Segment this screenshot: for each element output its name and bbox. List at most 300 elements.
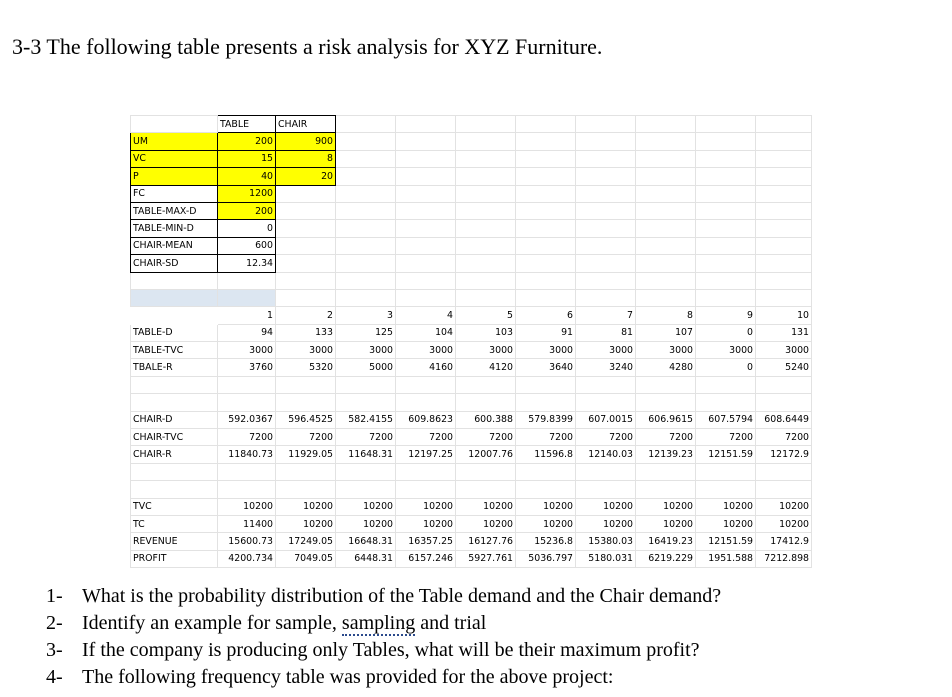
empty-cell — [516, 255, 576, 272]
data-row — [131, 342, 812, 359]
data-cell: 4280 — [636, 359, 696, 376]
risk-analysis-table — [130, 115, 812, 568]
param-table-value: 1200 — [218, 185, 276, 202]
param-label: P — [131, 168, 218, 185]
empty-cell — [756, 202, 812, 219]
empty-cell — [696, 272, 756, 289]
empty-cell — [336, 481, 396, 498]
empty-cell — [636, 289, 696, 306]
param-chair-value: 8 — [276, 150, 336, 167]
row-label: TBALE-R — [131, 359, 218, 376]
data-cell: 12007.76 — [456, 446, 516, 463]
empty-cell — [276, 463, 336, 480]
empty-cell — [636, 202, 696, 219]
data-cell: 3760 — [218, 359, 276, 376]
empty-cell — [576, 185, 636, 202]
data-cell: 7200 — [636, 429, 696, 446]
empty-cell — [516, 237, 576, 254]
empty-cell — [396, 150, 456, 167]
data-cell: 10200 — [756, 498, 812, 515]
empty-cell — [336, 185, 396, 202]
data-cell: 579.8399 — [516, 411, 576, 428]
data-cell: 10200 — [516, 498, 576, 515]
empty-cell — [396, 202, 456, 219]
column-header-table: TABLE — [218, 116, 276, 133]
data-cell: 10200 — [636, 498, 696, 515]
empty-cell — [516, 220, 576, 237]
empty-cell — [636, 272, 696, 289]
empty-cell — [696, 394, 756, 411]
header-row — [131, 116, 812, 133]
empty-cell — [396, 481, 456, 498]
param-row — [131, 202, 812, 219]
spreadsheet — [130, 115, 812, 568]
row-label: CHAIR-D — [131, 411, 218, 428]
empty-cell — [336, 116, 396, 133]
data-cell: 10200 — [756, 515, 812, 532]
empty-cell — [696, 289, 756, 306]
empty-cell — [131, 394, 218, 411]
data-cell: 10200 — [336, 515, 396, 532]
data-cell: 15380.03 — [576, 533, 636, 550]
data-cell: 16357.25 — [396, 533, 456, 550]
row-label: TC — [131, 515, 218, 532]
blank-row — [131, 394, 812, 411]
empty-cell — [396, 255, 456, 272]
data-cell: 103 — [456, 324, 516, 341]
data-cell: 600.388 — [456, 411, 516, 428]
data-cell: 16648.31 — [336, 533, 396, 550]
data-cell: 606.9615 — [636, 411, 696, 428]
data-cell: 3000 — [636, 342, 696, 359]
data-cell: 6219.229 — [636, 550, 696, 567]
empty-cell — [756, 272, 812, 289]
data-cell: 6157.246 — [396, 550, 456, 567]
param-table-value: 200 — [218, 133, 276, 150]
empty-cell — [336, 289, 396, 306]
param-label: TABLE-MAX-D — [131, 202, 218, 219]
dotted-word: sampling — [341, 612, 416, 634]
question-3: 3- If the company is producing only Tables, what will be their maximum profit? — [46, 639, 700, 661]
data-cell: 5320 — [276, 359, 336, 376]
data-cell: 12140.03 — [576, 446, 636, 463]
data-cell: 10200 — [276, 498, 336, 515]
data-cell: 10200 — [636, 515, 696, 532]
trial-number: 6 — [516, 307, 576, 324]
empty-cell — [131, 307, 218, 324]
empty-cell — [756, 394, 812, 411]
param-table-value: 600 — [218, 237, 276, 254]
data-cell: 10200 — [696, 515, 756, 532]
data-cell: 10200 — [396, 515, 456, 532]
empty-cell — [276, 289, 336, 306]
empty-cell — [636, 185, 696, 202]
data-cell: 582.4155 — [336, 411, 396, 428]
data-cell: 3000 — [516, 342, 576, 359]
row-label: CHAIR-R — [131, 446, 218, 463]
data-cell: 7049.05 — [276, 550, 336, 567]
blank-row — [131, 376, 812, 393]
row-label: CHAIR-TVC — [131, 429, 218, 446]
empty-cell — [576, 376, 636, 393]
empty-cell — [336, 255, 396, 272]
empty-cell — [396, 463, 456, 480]
empty-cell — [276, 394, 336, 411]
data-row — [131, 515, 812, 532]
data-cell: 3000 — [396, 342, 456, 359]
empty-cell — [396, 272, 456, 289]
data-cell: 125 — [336, 324, 396, 341]
data-cell: 10200 — [456, 498, 516, 515]
trial-number: 7 — [576, 307, 636, 324]
data-cell: 10200 — [218, 498, 276, 515]
empty-cell — [131, 272, 218, 289]
param-table-value: 40 — [218, 168, 276, 185]
empty-cell — [636, 116, 696, 133]
data-row — [131, 550, 812, 567]
trial-number: 5 — [456, 307, 516, 324]
trial-number: 1 — [218, 307, 276, 324]
empty-cell — [131, 116, 218, 133]
data-row — [131, 324, 812, 341]
data-cell: 11648.31 — [336, 446, 396, 463]
data-cell: 10200 — [516, 515, 576, 532]
data-cell: 10200 — [576, 515, 636, 532]
empty-cell — [636, 220, 696, 237]
empty-cell — [336, 202, 396, 219]
empty-cell — [696, 220, 756, 237]
empty-cell — [516, 289, 576, 306]
empty-cell — [696, 150, 756, 167]
data-cell: 12151.59 — [696, 446, 756, 463]
data-cell: 7212.898 — [756, 550, 812, 567]
data-row — [131, 359, 812, 376]
empty-cell — [576, 394, 636, 411]
row-label: REVENUE — [131, 533, 218, 550]
empty-cell — [636, 481, 696, 498]
data-cell: 3640 — [516, 359, 576, 376]
empty-cell — [516, 376, 576, 393]
data-cell: 12139.23 — [636, 446, 696, 463]
data-cell: 11596.8 — [516, 446, 576, 463]
empty-cell — [636, 376, 696, 393]
data-cell: 10200 — [396, 498, 456, 515]
empty-cell — [576, 289, 636, 306]
empty-cell — [756, 116, 812, 133]
empty-cell — [696, 185, 756, 202]
data-cell: 10200 — [336, 498, 396, 515]
empty-cell — [336, 237, 396, 254]
param-table-value: 200 — [218, 202, 276, 219]
param-table-value: 15 — [218, 150, 276, 167]
empty-cell — [336, 168, 396, 185]
empty-cell — [336, 463, 396, 480]
data-row — [131, 429, 812, 446]
data-cell: 11929.05 — [276, 446, 336, 463]
data-cell: 7200 — [696, 429, 756, 446]
row-label: TABLE-D — [131, 324, 218, 341]
data-cell: 7200 — [336, 429, 396, 446]
empty-cell — [636, 133, 696, 150]
trial-number: 4 — [396, 307, 456, 324]
data-cell: 3240 — [576, 359, 636, 376]
empty-cell — [336, 394, 396, 411]
empty-cell — [396, 394, 456, 411]
data-cell: 107 — [636, 324, 696, 341]
empty-cell — [218, 394, 276, 411]
empty-cell — [396, 116, 456, 133]
empty-cell — [336, 150, 396, 167]
param-label: FC — [131, 185, 218, 202]
data-cell: 11840.73 — [218, 446, 276, 463]
empty-cell — [276, 481, 336, 498]
empty-cell — [756, 150, 812, 167]
data-cell: 7200 — [576, 429, 636, 446]
data-cell: 17249.05 — [276, 533, 336, 550]
empty-cell — [456, 220, 516, 237]
empty-cell — [636, 394, 696, 411]
empty-cell — [218, 289, 276, 306]
empty-cell — [636, 255, 696, 272]
empty-cell — [756, 255, 812, 272]
empty-cell — [456, 394, 516, 411]
empty-cell — [396, 237, 456, 254]
trial-number: 8 — [636, 307, 696, 324]
data-cell: 12197.25 — [396, 446, 456, 463]
question-1: 1- What is the probability distribution of the Table demand and the Chair demand? — [46, 585, 722, 607]
data-cell: 4120 — [456, 359, 516, 376]
empty-cell — [456, 202, 516, 219]
empty-cell — [456, 481, 516, 498]
param-label: UM — [131, 133, 218, 150]
empty-cell — [576, 150, 636, 167]
data-cell: 5000 — [336, 359, 396, 376]
empty-cell — [516, 133, 576, 150]
empty-cell — [456, 150, 516, 167]
empty-cell — [396, 220, 456, 237]
empty-cell — [636, 463, 696, 480]
empty-cell — [576, 202, 636, 219]
data-cell: 7200 — [756, 429, 812, 446]
param-row — [131, 255, 812, 272]
data-cell: 104 — [396, 324, 456, 341]
empty-cell — [576, 220, 636, 237]
empty-cell — [396, 133, 456, 150]
empty-cell — [396, 376, 456, 393]
empty-cell — [336, 133, 396, 150]
question-4: 4- The following frequency table was provided for the above project: — [46, 666, 614, 688]
blank-row — [131, 272, 812, 289]
blank-row — [131, 463, 812, 480]
empty-cell — [218, 481, 276, 498]
empty-cell — [696, 481, 756, 498]
empty-cell — [576, 168, 636, 185]
data-cell: 10200 — [576, 498, 636, 515]
data-cell: 10200 — [276, 515, 336, 532]
empty-cell — [576, 463, 636, 480]
data-cell: 7200 — [276, 429, 336, 446]
data-cell: 0 — [696, 359, 756, 376]
param-chair-value: 900 — [276, 133, 336, 150]
data-cell: 7200 — [396, 429, 456, 446]
empty-cell — [516, 202, 576, 219]
data-cell: 16127.76 — [456, 533, 516, 550]
empty-cell — [756, 463, 812, 480]
empty-cell — [336, 272, 396, 289]
empty-cell — [456, 272, 516, 289]
data-cell: 3000 — [696, 342, 756, 359]
blank-row — [131, 481, 812, 498]
empty-cell — [218, 463, 276, 480]
data-cell: 5036.797 — [516, 550, 576, 567]
param-label: TABLE-MIN-D — [131, 220, 218, 237]
data-cell: 6448.31 — [336, 550, 396, 567]
data-cell: 4200.734 — [218, 550, 276, 567]
question-list — [46, 583, 721, 691]
data-cell: 7200 — [456, 429, 516, 446]
data-cell: 94 — [218, 324, 276, 341]
data-cell: 609.8623 — [396, 411, 456, 428]
trial-number: 9 — [696, 307, 756, 324]
empty-cell — [696, 116, 756, 133]
data-cell: 592.0367 — [218, 411, 276, 428]
param-row — [131, 185, 812, 202]
empty-cell — [636, 168, 696, 185]
trial-number: 3 — [336, 307, 396, 324]
data-row — [131, 446, 812, 463]
empty-cell — [456, 376, 516, 393]
empty-cell — [516, 481, 576, 498]
row-label: TABLE-TVC — [131, 342, 218, 359]
param-chair-value — [276, 255, 336, 272]
data-cell: 81 — [576, 324, 636, 341]
param-label: CHAIR-SD — [131, 255, 218, 272]
data-cell: 3000 — [336, 342, 396, 359]
empty-cell — [456, 116, 516, 133]
empty-cell — [516, 185, 576, 202]
param-row — [131, 237, 812, 254]
data-cell: 607.5794 — [696, 411, 756, 428]
empty-cell — [636, 150, 696, 167]
empty-cell — [696, 237, 756, 254]
page-heading: 3-3 The following table presents a risk analysis for XYZ Furniture. — [12, 34, 603, 59]
empty-cell — [756, 133, 812, 150]
data-cell: 596.4525 — [276, 411, 336, 428]
param-label: CHAIR-MEAN — [131, 237, 218, 254]
empty-cell — [756, 185, 812, 202]
empty-cell — [576, 116, 636, 133]
data-cell: 10200 — [456, 515, 516, 532]
data-row — [131, 498, 812, 515]
empty-cell — [576, 255, 636, 272]
data-cell: 11400 — [218, 515, 276, 532]
empty-cell — [516, 168, 576, 185]
param-chair-value — [276, 202, 336, 219]
data-cell: 15600.73 — [218, 533, 276, 550]
empty-cell — [218, 376, 276, 393]
data-cell: 10200 — [696, 498, 756, 515]
empty-cell — [636, 237, 696, 254]
data-cell: 607.0015 — [576, 411, 636, 428]
empty-cell — [456, 463, 516, 480]
param-row — [131, 220, 812, 237]
data-cell: 17412.9 — [756, 533, 812, 550]
data-cell: 131 — [756, 324, 812, 341]
param-table-value: 12.34 — [218, 255, 276, 272]
trial-number: 2 — [276, 307, 336, 324]
param-row — [131, 150, 812, 167]
row-label: PROFIT — [131, 550, 218, 567]
data-cell: 3000 — [276, 342, 336, 359]
empty-cell — [336, 220, 396, 237]
empty-cell — [576, 272, 636, 289]
data-cell: 7200 — [516, 429, 576, 446]
data-row — [131, 533, 812, 550]
param-chair-value: 20 — [276, 168, 336, 185]
param-chair-value — [276, 237, 336, 254]
data-cell: 3000 — [456, 342, 516, 359]
param-label: VC — [131, 150, 218, 167]
data-cell: 3000 — [576, 342, 636, 359]
data-cell: 3000 — [218, 342, 276, 359]
param-row — [131, 168, 812, 185]
empty-cell — [576, 237, 636, 254]
question-2: 2- Identify an example for sample, sampling and trial — [46, 612, 487, 634]
empty-cell — [131, 289, 218, 306]
data-cell: 133 — [276, 324, 336, 341]
data-cell: 5927.761 — [456, 550, 516, 567]
data-cell: 5240 — [756, 359, 812, 376]
data-cell: 0 — [696, 324, 756, 341]
data-cell: 3000 — [756, 342, 812, 359]
data-cell: 12151.59 — [696, 533, 756, 550]
data-cell: 1951.588 — [696, 550, 756, 567]
param-chair-value — [276, 185, 336, 202]
empty-cell — [576, 481, 636, 498]
empty-cell — [456, 289, 516, 306]
empty-cell — [396, 289, 456, 306]
data-cell: 5180.031 — [576, 550, 636, 567]
empty-cell — [696, 133, 756, 150]
empty-cell — [576, 133, 636, 150]
empty-cell — [696, 376, 756, 393]
empty-cell — [218, 272, 276, 289]
param-row — [131, 133, 812, 150]
data-cell: 608.6449 — [756, 411, 812, 428]
data-cell: 91 — [516, 324, 576, 341]
empty-cell — [456, 185, 516, 202]
empty-cell — [396, 185, 456, 202]
empty-cell — [696, 255, 756, 272]
empty-cell — [336, 376, 396, 393]
empty-cell — [276, 272, 336, 289]
empty-cell — [756, 220, 812, 237]
empty-cell — [756, 481, 812, 498]
blank-row — [131, 289, 812, 306]
empty-cell — [696, 168, 756, 185]
empty-cell — [396, 168, 456, 185]
data-cell: 4160 — [396, 359, 456, 376]
param-chair-value — [276, 220, 336, 237]
empty-cell — [756, 168, 812, 185]
trial-number-row — [131, 307, 812, 324]
empty-cell — [131, 463, 218, 480]
empty-cell — [516, 272, 576, 289]
empty-cell — [456, 237, 516, 254]
empty-cell — [131, 481, 218, 498]
empty-cell — [756, 289, 812, 306]
empty-cell — [516, 150, 576, 167]
